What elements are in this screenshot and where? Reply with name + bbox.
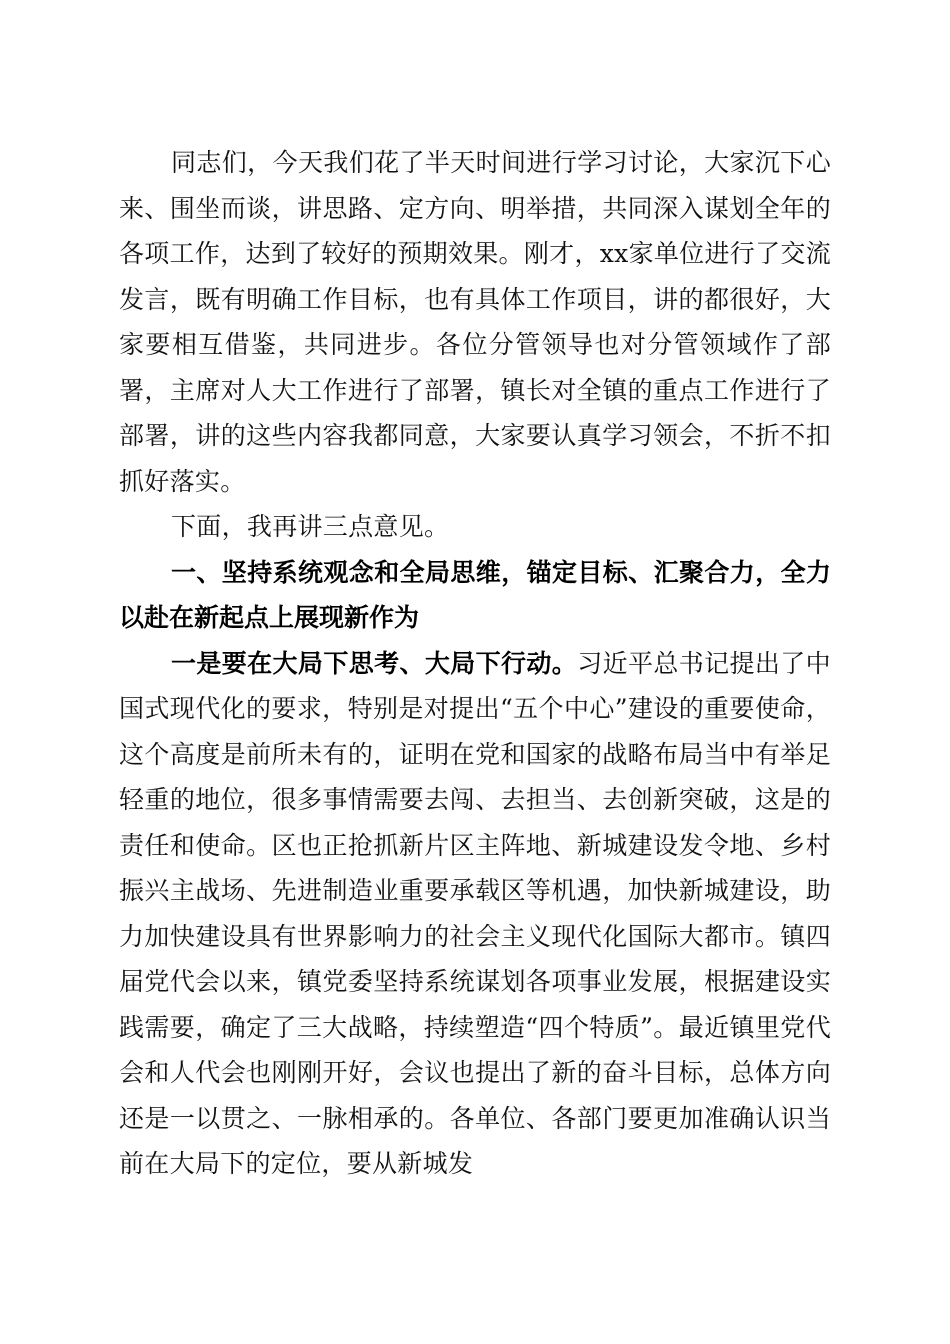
section-1-paragraph-1	[119, 641, 831, 1187]
document-body	[119, 140, 831, 1187]
section-heading-1: 一、坚持系统观念和全局思维，锚定目标、汇聚合力，全力以赴在新起点上展现新作为	[119, 557, 831, 632]
paragraph-lead-sentence: 一是要在大局下思考、大局下行动。	[171, 648, 578, 678]
opening-paragraph: 同志们，今天我们花了半天时间进行学习讨论，大家沉下心来、围坐而谈，讲思路、定方向、明举措，共同深入谋划全年的各项工作，达到了较好的预期效果。刚才，xx家单位进行了交流发言，既有明确工作目标，也有具体工作项目，讲的都很好，大家要相互借鉴，共同进步。各位分管领导也对分管领域作了部署，主席对人大工作进行了部署，镇长对全镇的重点工作进行了部署，讲的这些内容我都同意，大家要认真学习领会，不折不扣抓好落实。	[119, 148, 831, 496]
paragraph-body-text: 习近平总书记提出了中国式现代化的要求，特别是对提出“五个中心”建设的重要使命，这个高度是前所未有的，证明在党和国家的战略布局当中有举足轻重的地位，很多事情需要去闯、去担当、去创新突破，这是的责任和使命。区也正抢抓新片区主阵地、新城建设发令地、乡村振兴主战场、先进制造业重要承载区等机遇，加快新城建设，助力加快建设具有世界影响力的社会主义现代化国际大都市。镇四届党代会以来，镇党委坚持系统谋划各项事业发展，根据建设实践需要，确定了三大战略，持续塑造“四个特质”。最近镇里党代会和人代会也刚刚开好，会议也提出了新的奋斗目标，总体方向还是一以贯之、一脉相承的。各单位、各部门要更加准确认识当前在大局下的定位，要从新城发	[119, 648, 831, 1178]
transition-paragraph: 下面，我再讲三点意见。	[171, 512, 450, 541]
